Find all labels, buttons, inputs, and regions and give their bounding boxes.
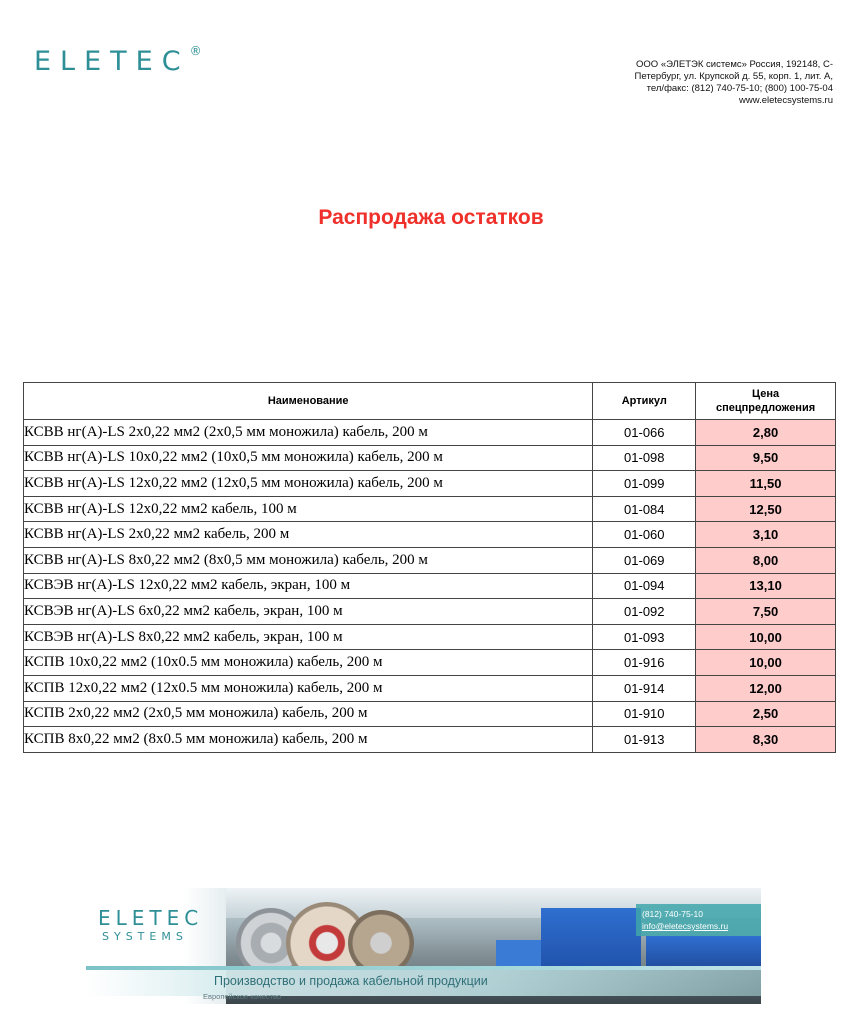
product-name: КСВВ нг(А)-LS 12x0,22 мм2 (12x0,5 мм моножила) кабель, 200 м <box>24 471 593 497</box>
product-article: 01-092 <box>593 599 696 625</box>
table-row <box>24 471 836 497</box>
address-line: тел/факс: (812) 740-75-10; (800) 100-75-04 <box>646 83 833 94</box>
table-row <box>24 445 836 471</box>
product-name: КСПВ 2x0,22 мм2 (2x0,5 мм моножила) кабель, 200 м <box>24 701 593 727</box>
product-article: 01-093 <box>593 624 696 650</box>
banner-email-link[interactable]: info@eletecsystems.ru <box>642 921 729 931</box>
product-price: 8,30 <box>696 727 836 753</box>
address-line: Петербург, ул. Крупской д. 55, корп. 1, лит. А, <box>634 71 833 82</box>
product-name: КСВВ нг(А)-LS 2x0,22 мм2 (2x0,5 мм моножила) кабель, 200 м <box>24 420 593 446</box>
product-article: 01-094 <box>593 573 696 599</box>
product-name: КСВЭВ нг(А)-LS 6x0,22 мм2 кабель, экран, 100 м <box>24 599 593 625</box>
product-article: 01-066 <box>593 420 696 446</box>
website-link[interactable]: www.eletecsystems.ru <box>739 95 833 106</box>
product-name: КСВВ нг(А)-LS 12x0,22 мм2 кабель, 100 м <box>24 496 593 522</box>
product-price: 12,50 <box>696 496 836 522</box>
product-price: 9,50 <box>696 445 836 471</box>
product-price: 2,50 <box>696 701 836 727</box>
product-name: КСВВ нг(А)-LS 10x0,22 мм2 (10x0,5 мм моножила) кабель, 200 м <box>24 445 593 471</box>
product-name: КСПВ 8x0,22 мм2 (8x0.5 мм моножила) кабель, 200 м <box>24 727 593 753</box>
registered-mark: ® <box>189 44 202 58</box>
page-title: Распродажа остатков <box>318 206 544 229</box>
product-name: КСВВ нг(А)-LS 8x0,22 мм2 (8x0,5 мм моножила) кабель, 200 м <box>24 547 593 573</box>
company-logo <box>34 46 202 77</box>
product-name: КСВВ нг(А)-LS 2x0,22 мм2 кабель, 200 м <box>24 522 593 548</box>
product-price: 13,10 <box>696 573 836 599</box>
product-name: КСПВ 12x0,22 мм2 (12x0.5 мм моножила) кабель, 200 м <box>24 675 593 701</box>
product-price: 11,50 <box>696 471 836 497</box>
banner-slogan: Производство и продажа кабельной продукции <box>214 974 488 988</box>
product-article: 01-060 <box>593 522 696 548</box>
product-article: 01-916 <box>593 650 696 676</box>
table-row <box>24 675 836 701</box>
table-row <box>24 727 836 753</box>
product-price: 10,00 <box>696 650 836 676</box>
product-article: 01-084 <box>593 496 696 522</box>
table-header-row <box>24 383 836 420</box>
banner-phone: (812) 740-75-10 <box>642 909 703 919</box>
table-row <box>24 624 836 650</box>
product-article: 01-913 <box>593 727 696 753</box>
product-article: 01-098 <box>593 445 696 471</box>
table-row <box>24 547 836 573</box>
company-address <box>593 59 833 107</box>
product-price: 10,00 <box>696 624 836 650</box>
header-price <box>696 383 836 420</box>
address-line: ООО «ЭЛЕТЭК системс» Россия, 192148, С- <box>636 59 833 70</box>
product-article: 01-069 <box>593 547 696 573</box>
product-price: 2,80 <box>696 420 836 446</box>
product-price: 3,10 <box>696 522 836 548</box>
header-price-line2: спецпредложения <box>716 402 816 414</box>
header-name: Наименование <box>24 383 593 420</box>
product-name: КСПВ 10x0,22 мм2 (10x0.5 мм моножила) кабель, 200 м <box>24 650 593 676</box>
banner-logo: ELETEC <box>98 906 204 930</box>
product-name: КСВЭВ нг(А)-LS 12x0,22 мм2 кабель, экран, 100 м <box>24 573 593 599</box>
banner-logo-systems: SYSTEMS <box>102 930 188 943</box>
table-row <box>24 420 836 446</box>
product-price: 12,00 <box>696 675 836 701</box>
product-price: 8,00 <box>696 547 836 573</box>
product-price: 7,50 <box>696 599 836 625</box>
header-price-line1: Цена <box>752 388 780 400</box>
table-row <box>24 599 836 625</box>
table-row <box>24 522 836 548</box>
footer-banner <box>86 888 761 1004</box>
product-article: 01-914 <box>593 675 696 701</box>
table-row <box>24 650 836 676</box>
table-row <box>24 573 836 599</box>
banner-subtitle: Европейское качество <box>203 992 282 1001</box>
product-article: 01-099 <box>593 471 696 497</box>
header-article: Артикул <box>593 383 696 420</box>
price-table <box>23 382 836 753</box>
table-row <box>24 496 836 522</box>
table-row <box>24 701 836 727</box>
product-article: 01-910 <box>593 701 696 727</box>
logo-text: ELETEC <box>34 46 190 77</box>
product-name: КСВЭВ нг(А)-LS 8x0,22 мм2 кабель, экран, 100 м <box>24 624 593 650</box>
